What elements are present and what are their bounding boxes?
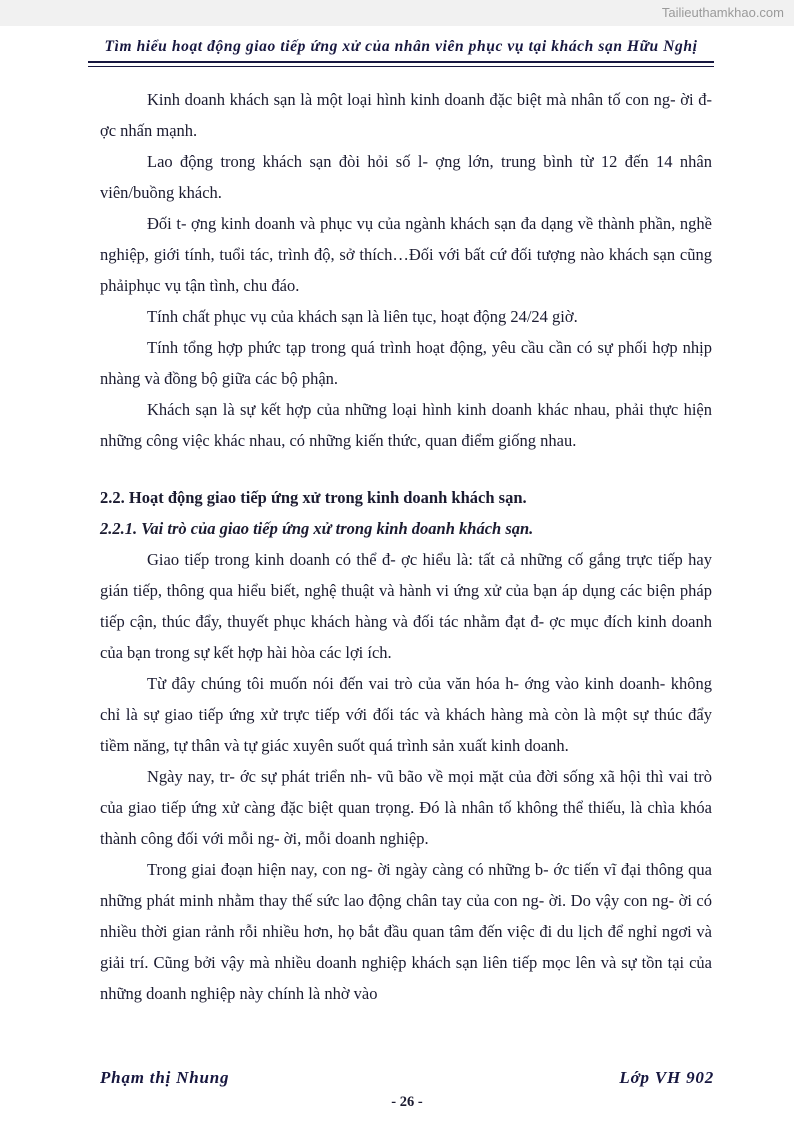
paragraph: Kinh doanh khách sạn là một loại hình kinh doanh đặc biệt mà nhân tố con ng- ời đ- ợc nhấn mạnh. — [100, 90, 712, 140]
header-double-rule — [88, 61, 714, 67]
paragraph: Trong giai đoạn hiện nay, con ng- ời ngày càng có những b- ớc tiến vĩ đại thông qua những phát minh nhằm thay thế sức lao động chân tay của con ng- ời. Do vậy con ng- ời có nhiều thời gian rảnh rỗi nhiều hơn, họ bắt đầu quan tâm đến việc đi du lịch để nghỉ ngơi và giải trí. Cũng bởi vậy mà nhiều doanh nghiệp khách sạn liên tiếp mọc lên và sự tồn tại của những doanh nghiệp này chính là nhờ vào — [100, 860, 712, 1003]
page-number: - 26 - — [391, 1094, 423, 1110]
paragraph: Tính chất phục vụ của khách sạn là liên tục, hoạt động 24/24 giờ. — [147, 307, 578, 326]
paragraph: Ngày nay, tr- ớc sự phát triển nh- vũ bão về mọi mặt của đời sống xã hội thì vai trò của giao tiếp ứng xử càng đặc biệt quan trọng. Đó là nhân tố không thể thiếu, là chìa khóa thành công đối với mỗi ng- ời, mỗi doanh nghiệp. — [100, 767, 712, 848]
paragraph: Đối t- ợng kinh doanh và phục vụ của ngành khách sạn đa dạng về thành phần, nghề nghiệp, giới tính, tuổi tác, trình độ, sở thích…Đối với bất cứ đối tượng nào khách sạn cũng phảiphục vụ tận tình, chu đáo. — [100, 214, 712, 295]
paragraph: Tính tổng hợp phức tạp trong quá trình hoạt động, yêu cầu cần có sự phối hợp nhịp nhàng và đồng bộ giữa các bộ phận. — [100, 338, 712, 388]
footer-author: Phạm thị Nhung — [100, 1068, 230, 1087]
page-footer — [100, 1068, 714, 1111]
paragraph: Từ đây chúng tôi muốn nói đến vai trò của văn hóa h- ớng vào kinh doanh- không chỉ là sự giao tiếp ứng xử trực tiếp với đối tác và khách hàng mà còn là một sự thúc đẩy tiềm năng, tự thân và tự giác xuyên suốt quá trình sản xuất kinh doanh. — [100, 674, 712, 755]
page-header — [88, 38, 714, 67]
watermark-text: Tailieuthamkhao.com — [661, 5, 784, 20]
footer-row — [100, 1068, 714, 1088]
document-body — [100, 84, 712, 1009]
section-heading: 2.2.1. Vai trò của giao tiếp ứng xử trong kinh doanh khách sạn. — [100, 519, 534, 538]
watermark-bar — [0, 0, 794, 26]
header-title: Tìm hiểu hoạt động giao tiếp ứng xử của nhân viên phục vụ tại khách sạn Hữu Nghị — [104, 38, 698, 55]
paragraph: Lao động trong khách sạn đòi hỏi số l- ợng lớn, trung bình từ 12 đến 14 nhân viên/buồng khách. — [100, 152, 712, 202]
footer-class: Lớp VH 902 — [619, 1068, 714, 1087]
section-heading: 2.2. Hoạt động giao tiếp ứng xử trong kinh doanh khách sạn. — [100, 488, 527, 507]
paragraph: Khách sạn là sự kết hợp của những loại hình kinh doanh khác nhau, phải thực hiện những công việc khác nhau, có những kiến thức, quan điểm giống nhau. — [100, 400, 712, 450]
paragraph: Giao tiếp trong kinh doanh có thể đ- ợc hiểu là: tất cả những cố gắng trực tiếp hay gián tiếp, thông qua hiểu biết, nghệ thuật và hành vi ứng xử của bạn áp dụng các biện pháp tiếp cận, thúc đẩy, thuyết phục khách hàng và đối tác nhằm đạt đ- ợc mục đích kinh doanh của bạn trong sự kết hợp hài hòa các lợi ích. — [100, 550, 712, 662]
